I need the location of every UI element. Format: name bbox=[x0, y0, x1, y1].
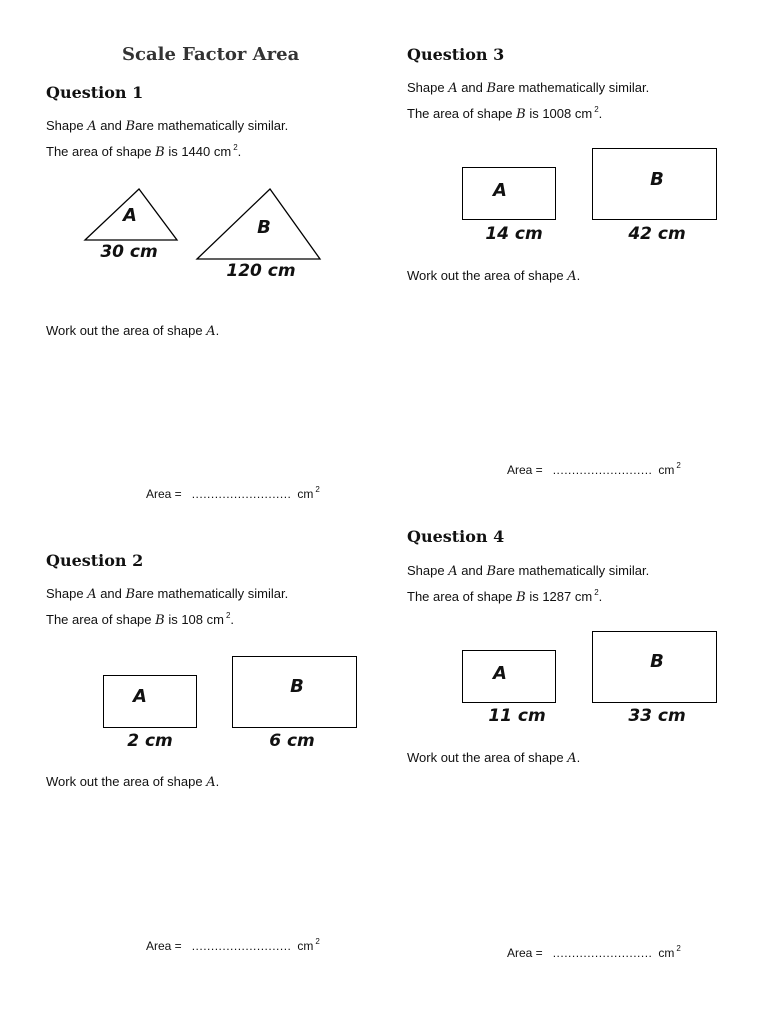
question-prompt: Work out the area of shape A. bbox=[407, 268, 581, 284]
shape-b-label: B bbox=[650, 169, 664, 190]
question-heading: Question 4 bbox=[407, 527, 505, 546]
question-statement: Shape A and Bare mathematically similar. The area of shape B is 1287 cm $^2$. bbox=[407, 563, 650, 605]
dimension-a-label: 11 cm bbox=[488, 706, 546, 726]
shape-b-label: B bbox=[650, 651, 664, 672]
answer-blank[interactable]: .......................... bbox=[191, 487, 292, 501]
dimension-b-label: 120 cm bbox=[226, 261, 296, 281]
answer-label: Area = bbox=[507, 946, 543, 960]
shape-a-label: A bbox=[493, 180, 507, 201]
answer-blank[interactable]: .......................... bbox=[191, 939, 292, 953]
dimension-a-label: 2 cm bbox=[127, 731, 173, 751]
dimension-a-label: 14 cm bbox=[485, 224, 543, 244]
answer-unit: cm bbox=[658, 463, 675, 477]
answer-line[interactable]: Area = .......................... cm $^2$ bbox=[507, 461, 681, 477]
question-prompt: Work out the area of shape A. bbox=[46, 323, 220, 339]
dimension-b-label: 33 cm bbox=[628, 706, 686, 726]
shape-a-label: A bbox=[123, 205, 137, 226]
rectangle-a bbox=[103, 675, 197, 728]
answer-label: Area = bbox=[146, 939, 182, 953]
answer-unit: cm bbox=[658, 946, 675, 960]
answer-unit: cm bbox=[297, 939, 314, 953]
page-title: Scale Factor Area bbox=[122, 44, 300, 65]
dimension-a-label: 30 cm bbox=[100, 242, 158, 262]
question-heading: Question 2 bbox=[46, 551, 144, 570]
question-statement: Shape A and Bare mathematically similar. The area of shape B is 108 cm $^2$. bbox=[46, 586, 289, 628]
answer-line[interactable]: Area = .......................... cm $^2$ bbox=[507, 944, 681, 960]
question-statement: Shape A and Bare mathematically similar. The area of shape B is 1440 cm $^2$. bbox=[46, 118, 289, 160]
shape-a-label: A bbox=[133, 686, 147, 707]
answer-label: Area = bbox=[146, 487, 182, 501]
question-heading: Question 3 bbox=[407, 45, 505, 64]
question-prompt: Work out the area of shape A. bbox=[407, 750, 581, 766]
dimension-b-label: 6 cm bbox=[269, 731, 315, 751]
shape-a-label: A bbox=[493, 663, 507, 684]
answer-blank[interactable]: .......................... bbox=[552, 946, 653, 960]
question-statement: Shape A and Bare mathematically similar. The area of shape B is 1008 cm $^2$. bbox=[407, 80, 650, 122]
answer-unit: cm bbox=[297, 487, 314, 501]
answer-line[interactable]: Area = .......................... cm $^2$ bbox=[146, 937, 320, 953]
shape-b-label: B bbox=[290, 676, 304, 697]
answer-label: Area = bbox=[507, 463, 543, 477]
shape-b-label: B bbox=[257, 217, 271, 238]
answer-line[interactable]: Area = .......................... cm $^2$ bbox=[146, 485, 320, 501]
answer-blank[interactable]: .......................... bbox=[552, 463, 653, 477]
question-heading: Question 1 bbox=[46, 83, 144, 102]
question-prompt: Work out the area of shape A. bbox=[46, 774, 220, 790]
dimension-b-label: 42 cm bbox=[628, 224, 686, 244]
